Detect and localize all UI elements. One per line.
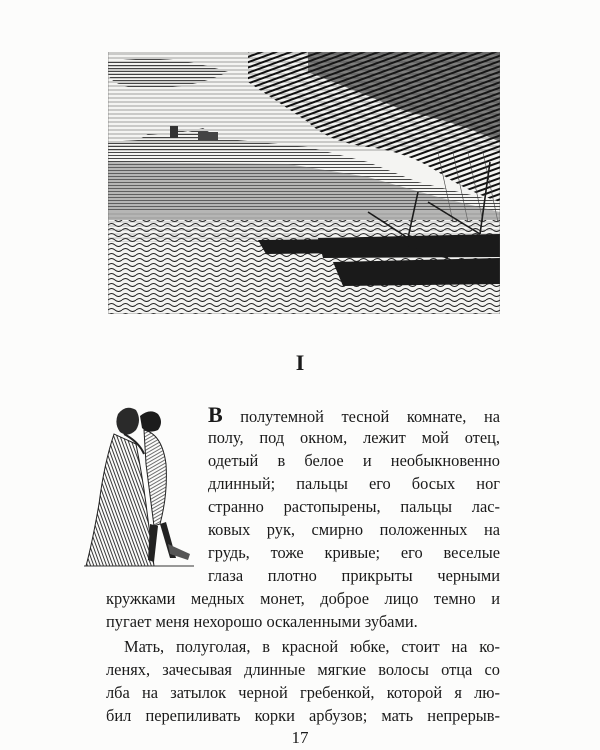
river-engraving-illustration [108, 52, 500, 314]
text-line-10: пугает меня нехорошо оскаленными зубами. [106, 612, 418, 631]
text-line-1-rest: полутемной тесной комнате, на [222, 407, 500, 426]
text-line-5: странно растопырены, пальцы лас- [208, 497, 500, 516]
page-number: 17 [291, 728, 309, 747]
text-line-3: одетый в белое и необыкновенно [208, 451, 500, 470]
text-line-4: длинный; пальцы его босых ног [208, 474, 500, 493]
embracing-figures-illustration [84, 394, 202, 570]
text-line-2: полу, под окном, лежит мой отец, [208, 428, 500, 447]
text-line-8: глаза плотно прикрыты черными [208, 566, 500, 585]
text-line-6: ковых рук, смирно положенных на [208, 520, 500, 539]
text-line-13: лба на затылок черной гребенкой, которой я лю- [106, 683, 500, 702]
text-line-9: кружками медных монет, доброе лицо темно и [106, 589, 500, 608]
chapter-number: I [295, 350, 305, 375]
drop-cap: В [208, 402, 223, 427]
text-line-1 [208, 404, 500, 427]
text-line-14: бил перепиливать корки арбузов; мать непрерыв- [106, 706, 500, 725]
text-line-7: грудь, тоже кривые; его веселые [208, 543, 500, 562]
text-line-12: ленях, зачесывая длинные мягкие волосы отца со [106, 660, 500, 679]
text-line-11: Мать, полуголая, в красной юбке, стоит на ко- [124, 637, 500, 656]
